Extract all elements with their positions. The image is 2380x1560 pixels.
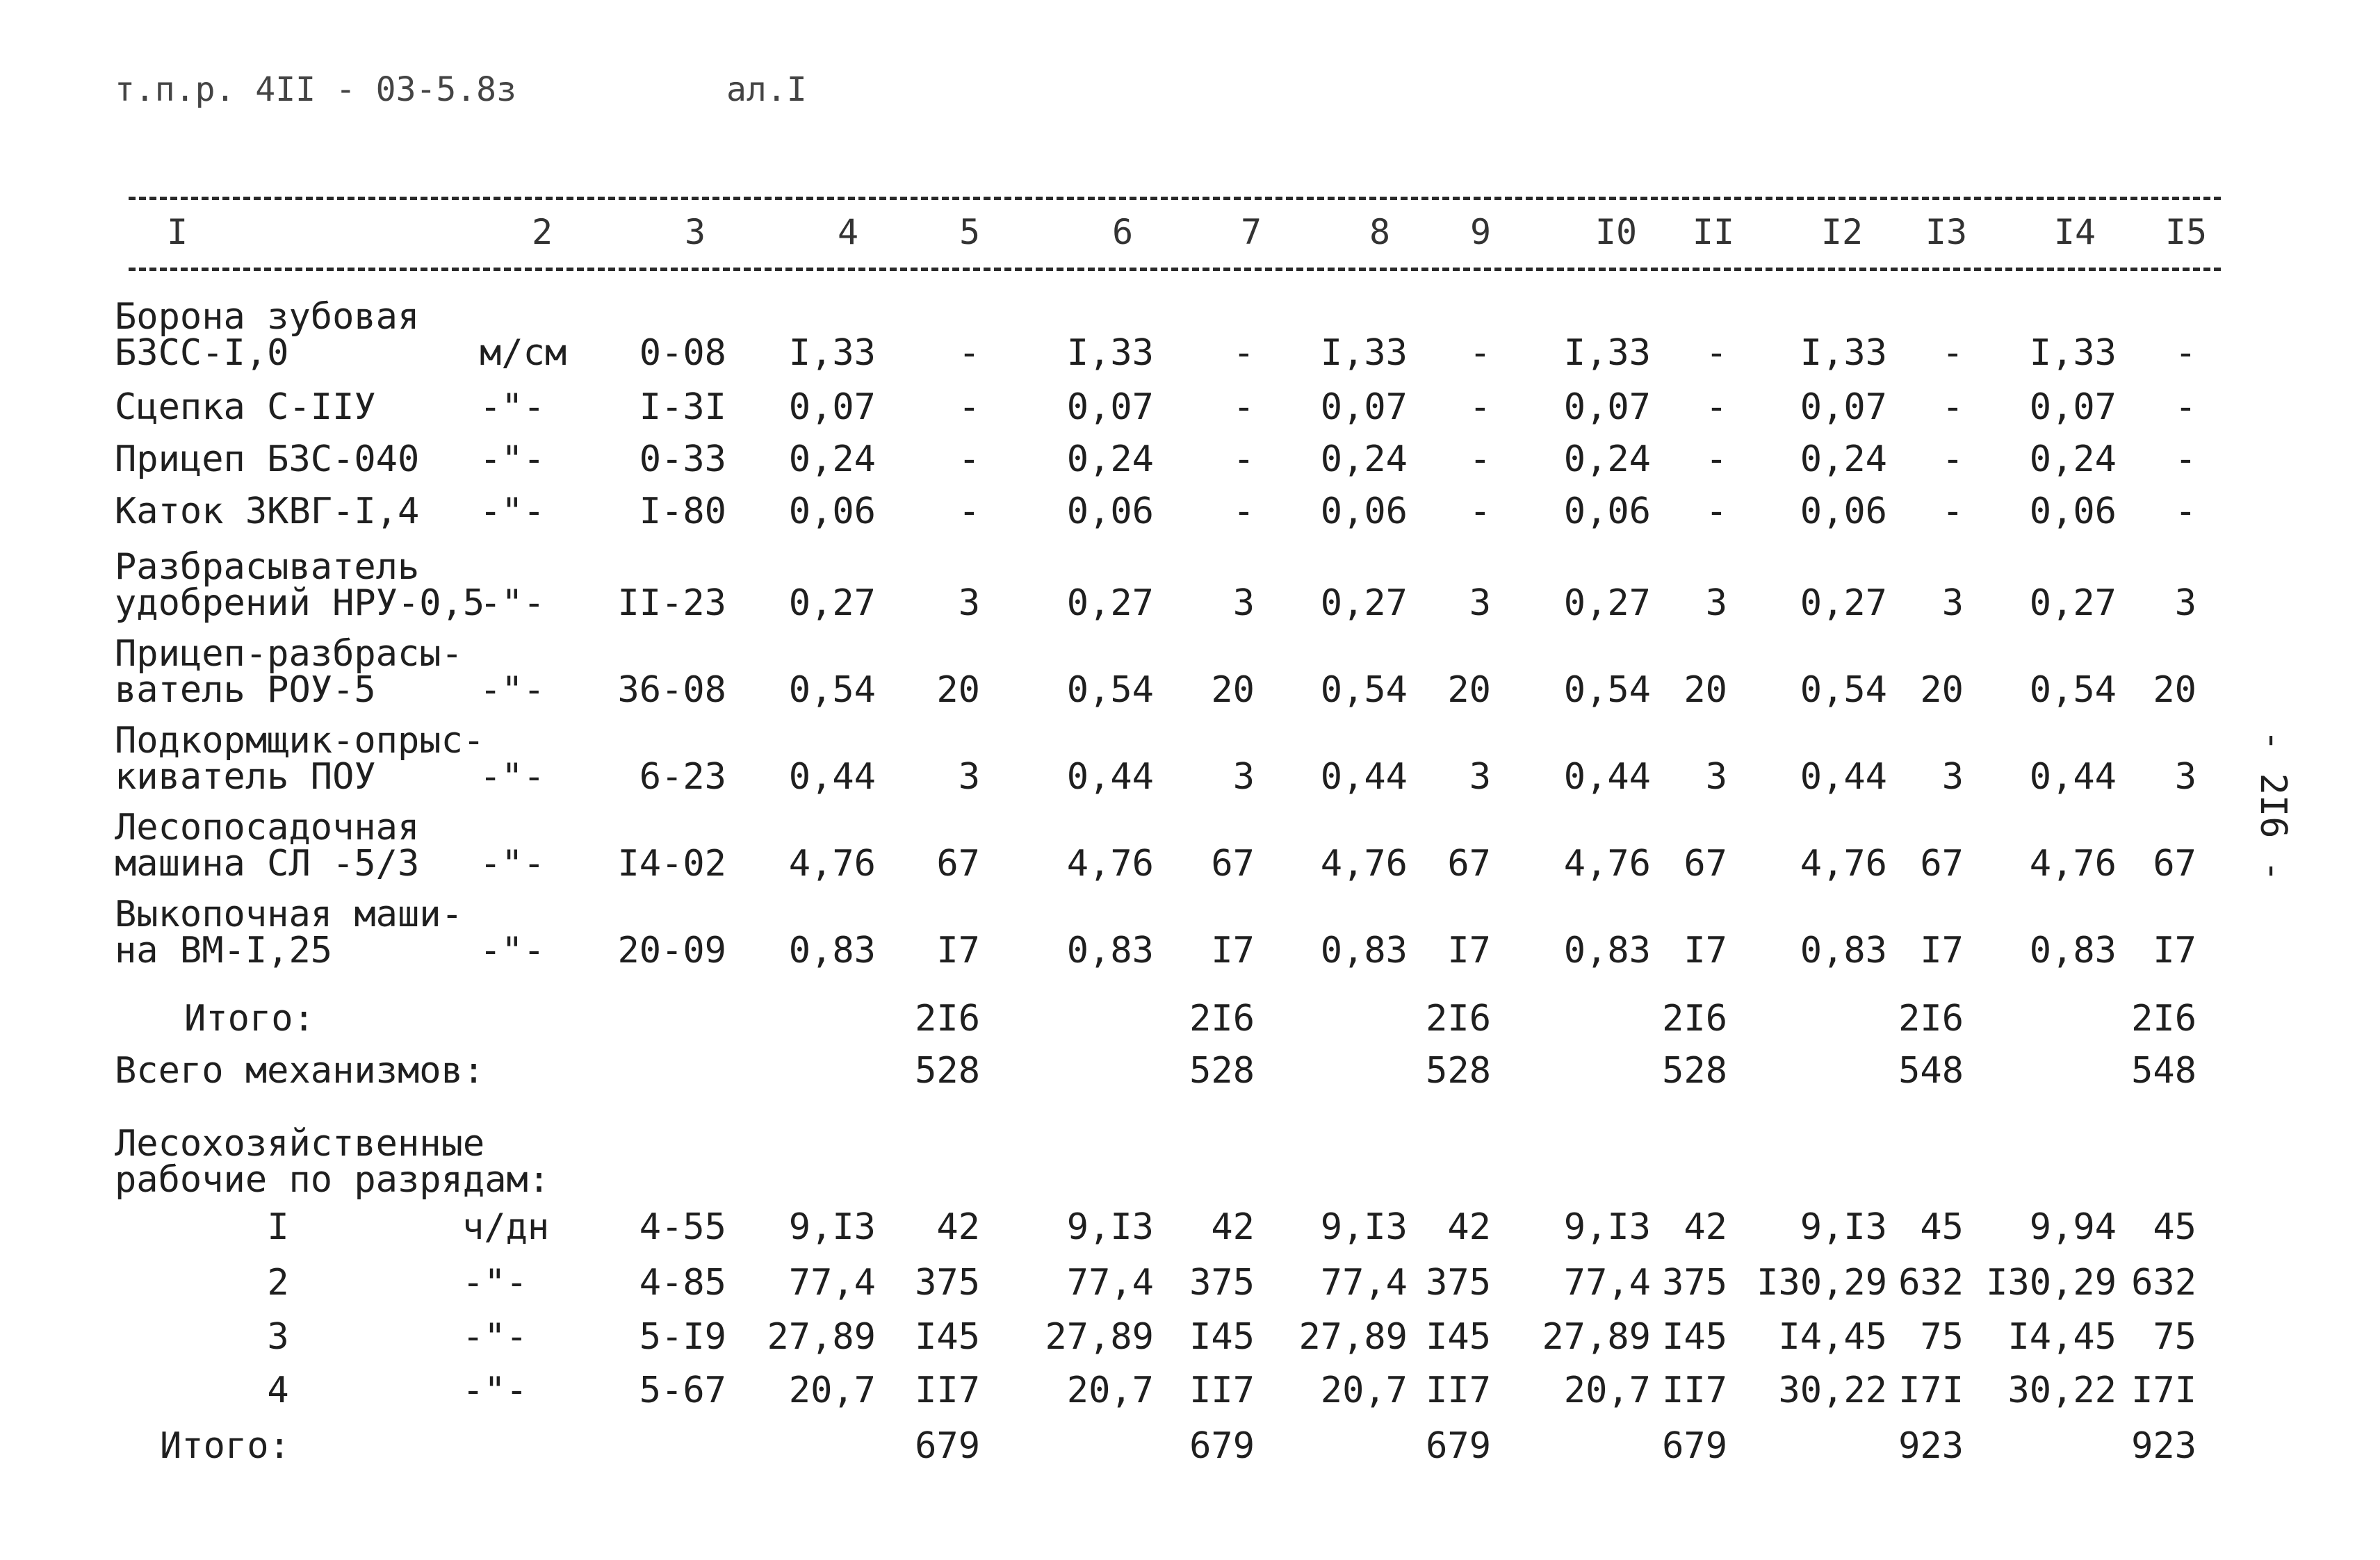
table-cell: 0,27 xyxy=(788,582,876,624)
worker-cell: 375 xyxy=(1426,1262,1491,1304)
table-cell: I,33 xyxy=(1800,332,1887,374)
worker-cell: I30,29 xyxy=(1986,1262,2117,1304)
row-name-line: Сцепка С-IIУ xyxy=(115,386,376,428)
column-header-4: 4 xyxy=(837,212,859,252)
vsego-value: 548 xyxy=(1898,1050,1964,1092)
sheet-label: ал.I xyxy=(726,70,807,109)
worker-cell: 9,I3 xyxy=(788,1206,876,1248)
worker-cell: I45 xyxy=(1189,1316,1255,1358)
table-cell: 0,06 xyxy=(1066,491,1154,532)
row-name-line: удобрений НРУ-0,5 xyxy=(115,582,485,624)
table-cell: - xyxy=(2174,491,2196,532)
worker-cell: II7 xyxy=(1426,1370,1491,1411)
column-header-2: 2 xyxy=(531,212,553,252)
table-cell: 0,06 xyxy=(2029,491,2117,532)
row-name-line: Разбрасыватель xyxy=(115,546,420,588)
row-unit: -"- xyxy=(480,386,545,428)
table-cell: I,33 xyxy=(1320,332,1408,374)
table-cell: 0,54 xyxy=(1066,669,1154,711)
itogo2-value: 679 xyxy=(1426,1425,1491,1467)
worker-code: 5-67 xyxy=(639,1370,726,1411)
row-unit: -"- xyxy=(480,930,545,971)
table-cell: 0,54 xyxy=(2029,669,2117,711)
table-cell: 20 xyxy=(936,669,980,711)
itogo-value: 2I6 xyxy=(1898,998,1964,1040)
table-cell: 0,83 xyxy=(1800,930,1887,971)
table-cell: 20 xyxy=(1447,669,1491,711)
worker-cell: 9,I3 xyxy=(1800,1206,1887,1248)
table-cell: 0,24 xyxy=(2029,438,2117,480)
worker-cell: 9,94 xyxy=(2029,1206,2117,1248)
table-cell: 0,44 xyxy=(2029,756,2117,798)
column-header-3: 3 xyxy=(684,212,706,252)
table-cell: 67 xyxy=(1447,843,1491,885)
table-top-rule xyxy=(129,197,2221,200)
table-cell: I7 xyxy=(1211,930,1255,971)
worker-cell: 45 xyxy=(2153,1206,2196,1248)
worker-cell: 375 xyxy=(915,1262,980,1304)
column-header-8: 8 xyxy=(1369,212,1391,252)
table-cell: 0,24 xyxy=(1320,438,1408,480)
table-cell: 20 xyxy=(2153,669,2196,711)
column-header-11: II xyxy=(1692,212,1735,252)
row-unit: -"- xyxy=(480,582,545,624)
table-cell: 4,76 xyxy=(1800,843,1887,885)
table-cell: 67 xyxy=(936,843,980,885)
table-cell: 0,83 xyxy=(1066,930,1154,971)
itogo-value: 2I6 xyxy=(915,998,980,1040)
worker-unit: -"- xyxy=(462,1262,528,1304)
worker-cell: 77,4 xyxy=(788,1262,876,1304)
row-unit: -"- xyxy=(480,491,545,532)
table-cell: 0,24 xyxy=(1563,438,1651,480)
table-cell: - xyxy=(958,386,980,428)
row-unit: -"- xyxy=(480,438,545,480)
worker-cell: 27,89 xyxy=(767,1316,876,1358)
worker-cell: 632 xyxy=(1898,1262,1964,1304)
table-cell: - xyxy=(1232,438,1255,480)
itogo2-value: 923 xyxy=(2131,1425,2196,1467)
worker-grade: 4 xyxy=(267,1370,289,1411)
table-cell: 0,83 xyxy=(1320,930,1408,971)
table-cell: 0,24 xyxy=(1800,438,1887,480)
column-header-15: I5 xyxy=(2165,212,2208,252)
table-cell: I7 xyxy=(2153,930,2196,971)
table-cell: 3 xyxy=(1705,582,1727,624)
table-cell: 0,54 xyxy=(1800,669,1887,711)
table-cell: 0,07 xyxy=(1563,386,1651,428)
itogo-value: 2I6 xyxy=(1662,998,1727,1040)
column-header-7: 7 xyxy=(1240,212,1262,252)
worker-cell: 27,89 xyxy=(1298,1316,1408,1358)
table-cell: - xyxy=(958,332,980,374)
table-cell: 4,76 xyxy=(1563,843,1651,885)
worker-cell: 20,7 xyxy=(1563,1370,1651,1411)
row-name-line: Прицеп-разбрасы- xyxy=(115,633,463,675)
worker-cell: I45 xyxy=(1426,1316,1491,1358)
worker-cell: 45 xyxy=(1920,1206,1964,1248)
column-header-14: I4 xyxy=(2053,212,2096,252)
table-cell: 0,27 xyxy=(1320,582,1408,624)
column-header-6: 6 xyxy=(1111,212,1134,252)
vsego-value: 528 xyxy=(1662,1050,1727,1092)
row-code: I-3I xyxy=(639,386,726,428)
worker-cell: I4,45 xyxy=(1778,1316,1887,1358)
table-cell: - xyxy=(2174,332,2196,374)
worker-cell: 42 xyxy=(1447,1206,1491,1248)
table-cell: - xyxy=(1941,438,1964,480)
table-cell: 0,44 xyxy=(1320,756,1408,798)
row-name-line: кивaтель ПОУ xyxy=(115,756,376,798)
worker-grade: 2 xyxy=(267,1262,289,1304)
worker-unit: ч/дн xyxy=(462,1206,550,1248)
row-code: I-80 xyxy=(639,491,726,532)
table-cell: 20 xyxy=(1920,669,1964,711)
table-cell: - xyxy=(1705,332,1727,374)
table-cell: - xyxy=(958,438,980,480)
row-name-line: Прицеп БЗС-040 xyxy=(115,438,420,480)
table-cell: I7 xyxy=(1447,930,1491,971)
row-name-line: на ВМ-I,25 xyxy=(115,930,333,971)
table-cell: - xyxy=(2174,438,2196,480)
table-cell: - xyxy=(1705,491,1727,532)
worker-cell: 27,89 xyxy=(1542,1316,1651,1358)
worker-cell: 77,4 xyxy=(1320,1262,1408,1304)
worker-code: 4-55 xyxy=(639,1206,726,1248)
worker-code: 4-85 xyxy=(639,1262,726,1304)
table-cell: - xyxy=(1941,386,1964,428)
row-code: I4-02 xyxy=(617,843,726,885)
table-cell: - xyxy=(1705,386,1727,428)
row-code: 6-23 xyxy=(639,756,726,798)
worker-unit: -"- xyxy=(462,1370,528,1411)
table-cell: I,33 xyxy=(1563,332,1651,374)
itogo-value: 2I6 xyxy=(2131,998,2196,1040)
table-cell: 20 xyxy=(1684,669,1727,711)
worker-cell: 9,I3 xyxy=(1563,1206,1651,1248)
table-cell: 3 xyxy=(1469,756,1491,798)
worker-grade: 3 xyxy=(267,1316,289,1358)
table-cell: I,33 xyxy=(2029,332,2117,374)
table-cell: I7 xyxy=(1920,930,1964,971)
table-cell: - xyxy=(1469,491,1491,532)
row-name-line: БЗСС-I,0 xyxy=(115,332,289,374)
table-cell: I7 xyxy=(936,930,980,971)
table-cell: 0,07 xyxy=(1800,386,1887,428)
table-cell: - xyxy=(1232,332,1255,374)
row-code: 0-33 xyxy=(639,438,726,480)
doc-reference: т.п.р. 4II - 03-5.8з xyxy=(115,70,516,109)
table-cell: 4,76 xyxy=(2029,843,2117,885)
column-header-1: I xyxy=(166,212,188,252)
table-cell: - xyxy=(1232,386,1255,428)
table-cell: I,33 xyxy=(1066,332,1154,374)
table-cell: 0,44 xyxy=(1066,756,1154,798)
worker-cell: 9,I3 xyxy=(1066,1206,1154,1248)
row-code: 0-08 xyxy=(639,332,726,374)
worker-cell: II7 xyxy=(1662,1370,1727,1411)
table-cell: 0,07 xyxy=(1320,386,1408,428)
worker-cell: 77,4 xyxy=(1066,1262,1154,1304)
worker-cell: 77,4 xyxy=(1563,1262,1651,1304)
row-name-line: Подкормщик-опрыс- xyxy=(115,720,485,762)
table-cell: 0,27 xyxy=(1563,582,1651,624)
row-unit: -"- xyxy=(480,843,545,885)
worker-cell: 75 xyxy=(1920,1316,1964,1358)
table-cell: 3 xyxy=(1705,756,1727,798)
itogo2-value: 679 xyxy=(915,1425,980,1467)
table-cell: - xyxy=(2174,386,2196,428)
worker-cell: 42 xyxy=(936,1206,980,1248)
row-unit: м/см xyxy=(480,332,567,374)
table-cell: - xyxy=(1469,332,1491,374)
table-cell: 3 xyxy=(1941,582,1964,624)
table-cell: 0,44 xyxy=(788,756,876,798)
itogo2-value: 679 xyxy=(1189,1425,1255,1467)
itogo-value: 2I6 xyxy=(1189,998,1255,1040)
table-cell: 0,44 xyxy=(1800,756,1887,798)
table-cell: 0,27 xyxy=(1066,582,1154,624)
worker-cell: I45 xyxy=(915,1316,980,1358)
row-unit: -"- xyxy=(480,756,545,798)
table-cell: 0,07 xyxy=(788,386,876,428)
table-cell: 3 xyxy=(2174,756,2196,798)
vsego-value: 528 xyxy=(1426,1050,1491,1092)
column-header-10: I0 xyxy=(1595,212,1638,252)
table-cell: 0,24 xyxy=(788,438,876,480)
row-code: 20-09 xyxy=(617,930,726,971)
row-unit: -"- xyxy=(480,669,545,711)
worker-cell: 375 xyxy=(1189,1262,1255,1304)
workers-title-line: рабочие по разрядам: xyxy=(115,1159,551,1201)
worker-cell: 42 xyxy=(1211,1206,1255,1248)
table-cell: 67 xyxy=(1684,843,1727,885)
table-cell: 0,27 xyxy=(2029,582,2117,624)
table-cell: 0,06 xyxy=(788,491,876,532)
worker-cell: 375 xyxy=(1662,1262,1727,1304)
table-cell: 0,54 xyxy=(788,669,876,711)
worker-cell: 20,7 xyxy=(788,1370,876,1411)
table-cell: 0,06 xyxy=(1320,491,1408,532)
worker-cell: I4,45 xyxy=(2007,1316,2117,1358)
vsego-label: Всего механизмов: xyxy=(115,1050,485,1092)
table-header-rule xyxy=(129,268,2221,271)
column-header-5: 5 xyxy=(959,212,981,252)
worker-cell: II7 xyxy=(1189,1370,1255,1411)
worker-cell: 20,7 xyxy=(1066,1370,1154,1411)
worker-cell: 20,7 xyxy=(1320,1370,1408,1411)
table-cell: 0,07 xyxy=(1066,386,1154,428)
table-cell: 0,54 xyxy=(1563,669,1651,711)
table-cell: 0,24 xyxy=(1066,438,1154,480)
table-cell: 0,27 xyxy=(1800,582,1887,624)
row-name-line: Каток ЗКВГ-I,4 xyxy=(115,491,420,532)
worker-unit: -"- xyxy=(462,1316,528,1358)
table-cell: 67 xyxy=(1920,843,1964,885)
itogo2-label: Итого: xyxy=(160,1425,291,1467)
vsego-value: 548 xyxy=(2131,1050,2196,1092)
table-cell: - xyxy=(1941,491,1964,532)
table-cell: 20 xyxy=(1211,669,1255,711)
table-cell: 0,83 xyxy=(788,930,876,971)
row-name-line: Выкопочная маши- xyxy=(115,894,463,935)
worker-cell: I7I xyxy=(2131,1370,2196,1411)
table-cell: - xyxy=(1469,386,1491,428)
vsego-value: 528 xyxy=(915,1050,980,1092)
row-name-line: Борона зубовая xyxy=(115,296,420,338)
table-cell: 4,76 xyxy=(1320,843,1408,885)
table-cell: 3 xyxy=(958,582,980,624)
worker-cell: I7I xyxy=(1898,1370,1964,1411)
itogo2-value: 679 xyxy=(1662,1425,1727,1467)
table-cell: 0,07 xyxy=(2029,386,2117,428)
column-header-13: I3 xyxy=(1925,212,1968,252)
worker-cell: I45 xyxy=(1662,1316,1727,1358)
worker-cell: I30,29 xyxy=(1757,1262,1887,1304)
table-cell: - xyxy=(958,491,980,532)
row-code: II-23 xyxy=(617,582,726,624)
table-cell: 0,54 xyxy=(1320,669,1408,711)
table-cell: 0,83 xyxy=(2029,930,2117,971)
row-code: 36-08 xyxy=(617,669,726,711)
worker-cell: 42 xyxy=(1684,1206,1727,1248)
row-name-line: ватель РОУ-5 xyxy=(115,669,376,711)
table-cell: 3 xyxy=(1469,582,1491,624)
table-cell: - xyxy=(1941,332,1964,374)
worker-cell: 632 xyxy=(2131,1262,2196,1304)
side-page-number: - 2I6 - xyxy=(2252,730,2294,882)
worker-code: 5-I9 xyxy=(639,1316,726,1358)
table-cell: 0,06 xyxy=(1800,491,1887,532)
worker-grade: I xyxy=(267,1206,289,1248)
worker-cell: 27,89 xyxy=(1045,1316,1154,1358)
vsego-value: 528 xyxy=(1189,1050,1255,1092)
worker-cell: 30,22 xyxy=(2007,1370,2117,1411)
column-header-12: I2 xyxy=(1820,212,1864,252)
itogo-label: Итого: xyxy=(184,998,315,1040)
column-header-9: 9 xyxy=(1469,212,1492,252)
table-cell: 3 xyxy=(958,756,980,798)
table-cell: I,33 xyxy=(788,332,876,374)
table-cell: 3 xyxy=(1232,582,1255,624)
itogo2-value: 923 xyxy=(1898,1425,1964,1467)
table-cell: 3 xyxy=(2174,582,2196,624)
worker-cell: 9,I3 xyxy=(1320,1206,1408,1248)
table-cell: 4,76 xyxy=(1066,843,1154,885)
table-cell: - xyxy=(1705,438,1727,480)
table-cell: 3 xyxy=(1941,756,1964,798)
workers-title-line: Лесохозяйственные xyxy=(115,1123,485,1165)
table-cell: - xyxy=(1232,491,1255,532)
table-cell: 4,76 xyxy=(788,843,876,885)
row-name-line: машина СЛ -5/3 xyxy=(115,843,420,885)
table-cell: 67 xyxy=(2153,843,2196,885)
table-cell: - xyxy=(1469,438,1491,480)
worker-cell: 75 xyxy=(2153,1316,2196,1358)
worker-cell: II7 xyxy=(915,1370,980,1411)
table-cell: 0,83 xyxy=(1563,930,1651,971)
itogo-value: 2I6 xyxy=(1426,998,1491,1040)
table-cell: 67 xyxy=(1211,843,1255,885)
table-cell: 0,44 xyxy=(1563,756,1651,798)
worker-cell: 30,22 xyxy=(1778,1370,1887,1411)
row-name-line: Лесопосадочная xyxy=(115,807,420,848)
table-cell: I7 xyxy=(1684,930,1727,971)
table-cell: 0,06 xyxy=(1563,491,1651,532)
table-cell: 3 xyxy=(1232,756,1255,798)
